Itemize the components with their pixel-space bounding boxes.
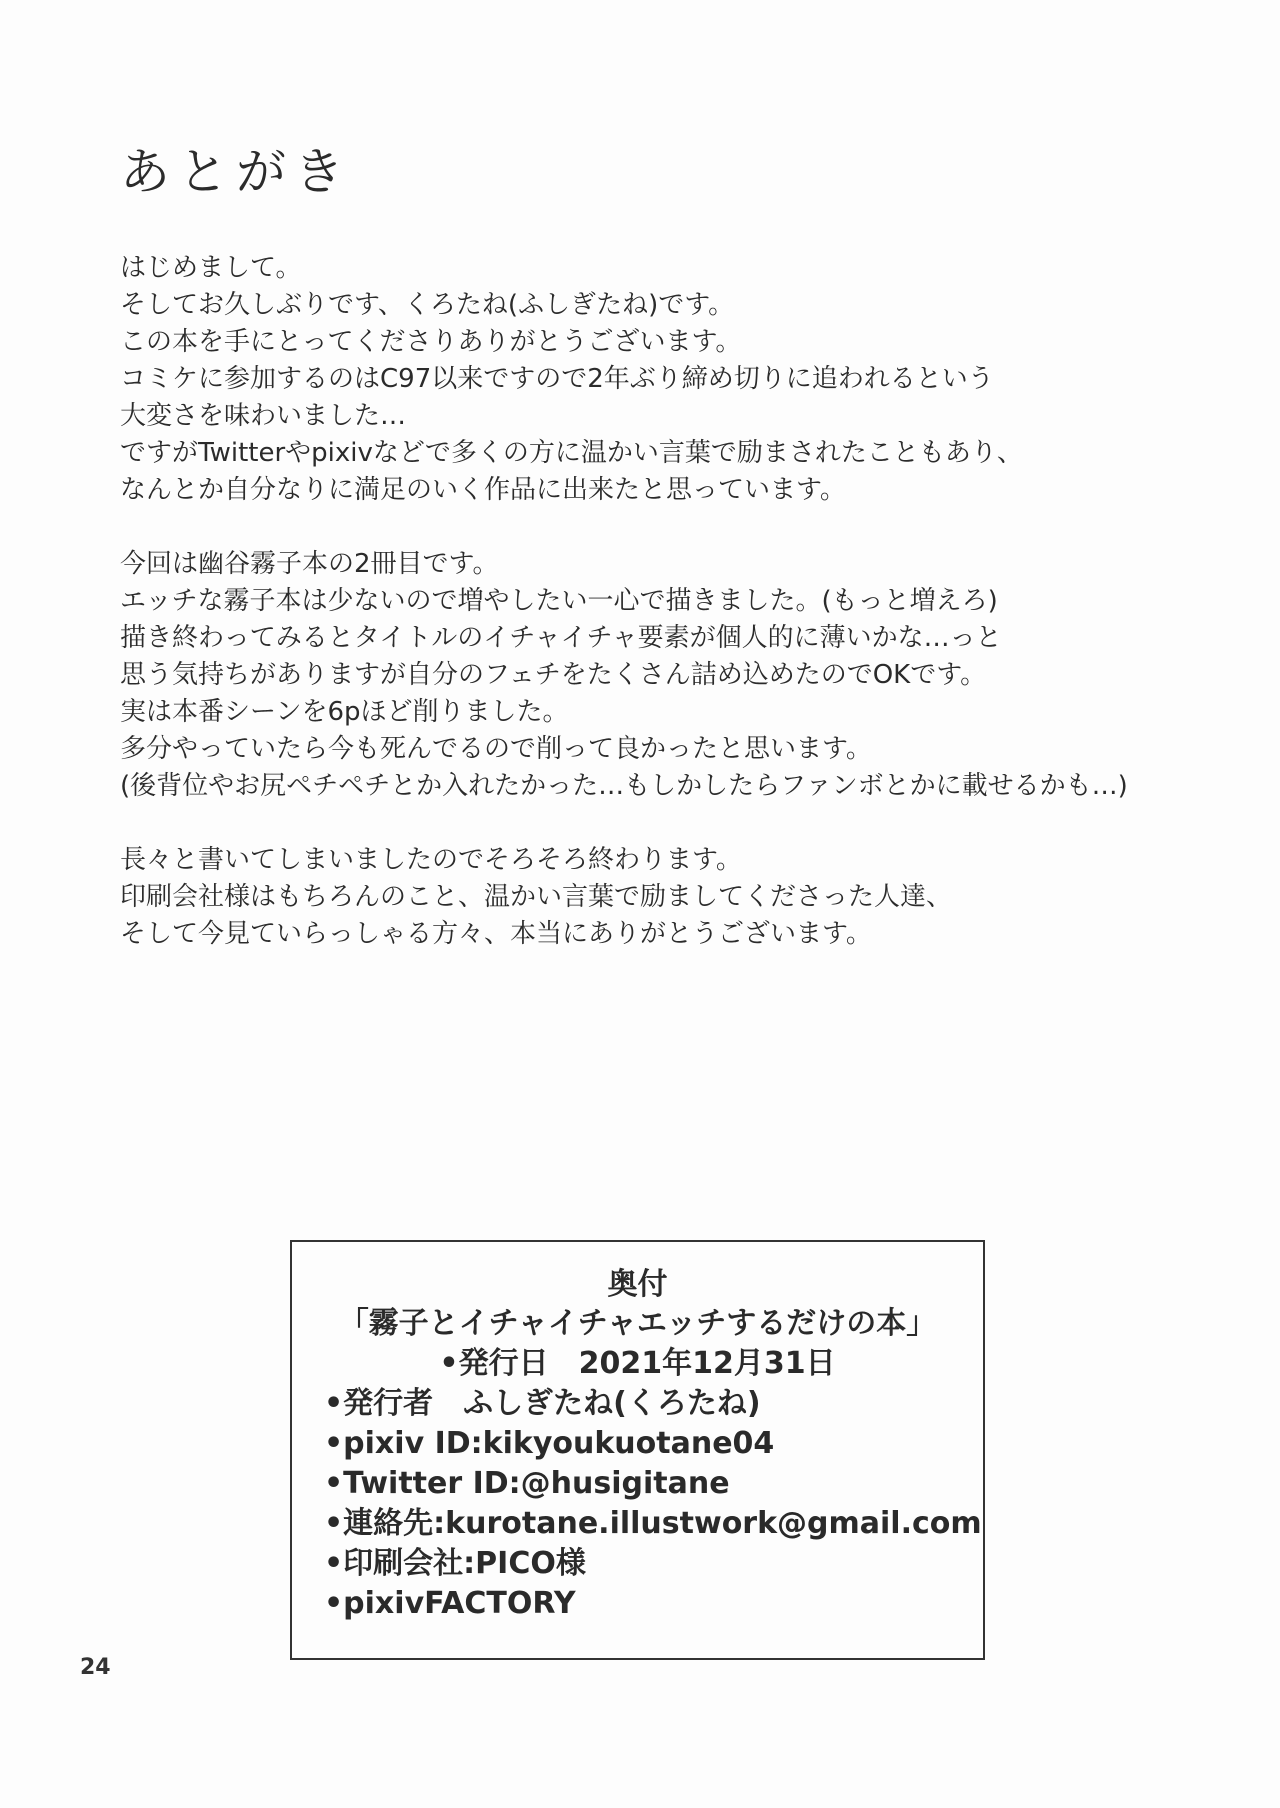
afterword-paragraph-3 (120, 842, 1180, 953)
afterword-line: ですがTwitterやpixivなどで多くの方に温かい言葉で励まされたこともあり、 (120, 438, 1023, 468)
afterword-line: 今回は幽谷霧子本の2冊目です。 (120, 549, 499, 579)
afterword-line: コミケに参加するのはC97以来ですので2年ぶり締め切りに追われるという (120, 364, 994, 394)
afterword-line: 大変さを味わいました… (120, 401, 407, 431)
afterword-line: 思う気持ちがありますが自分のフェチをたくさん詰め込めたのでOKです。 (120, 660, 987, 690)
afterword-line: 多分やっていたら今も死んでるので削って良かったと思います。 (120, 734, 872, 764)
afterword-line: 印刷会社様はもちろんのこと、温かい言葉で励ましてくださった人達、 (120, 882, 953, 912)
afterword-line: この本を手にとってくださりありがとうございます。 (120, 327, 742, 357)
colophon-printer: •印刷会社:PICO様 (324, 1546, 586, 1581)
colophon-heading: 奥付 (607, 1267, 668, 1302)
afterword-line: なんとか自分なりに満足のいく作品に出来たと思っています。 (120, 475, 846, 505)
colophon-box (290, 1240, 985, 1660)
afterword-line: そしてお久しぶりです、くろたね(ふしぎたね)です。 (120, 290, 735, 320)
afterword-line: 長々と書いてしまいましたのでそろそろ終わります。 (120, 845, 742, 875)
colophon-printer-2: •pixivFACTORY (324, 1586, 576, 1621)
afterword-paragraph-2 (120, 546, 1180, 805)
afterword-line: エッチな霧子本は少ないので増やしたい一心で描きました。(もっと増えろ) (120, 586, 998, 616)
colophon-contact: •連絡先:kurotane.illustwork@gmail.com (324, 1506, 982, 1541)
colophon-publisher: •発行者 ふしぎたね(くろたね) (324, 1386, 761, 1421)
afterword-paragraph-1 (120, 250, 1180, 509)
colophon-book-title: 「霧子とイチャイチャエッチするだけの本」 (338, 1306, 937, 1341)
page-number: 24 (80, 1655, 111, 1680)
colophon-twitter-id: •Twitter ID:@husigitane (324, 1466, 730, 1501)
afterword-line: 描き終わってみるとタイトルのイチャイチャ要素が個人的に薄いかな…っと (120, 623, 1002, 653)
afterword-line: (後背位やお尻ペチペチとか入れたかった…もしかしたらファンボとかに載せるかも…) (120, 771, 1128, 801)
afterword-line: そして今見ていらっしゃる方々、本当にありがとうございます。 (120, 919, 872, 949)
afterword-line: 実は本番シーンを6pほど削りました。 (120, 697, 569, 727)
afterword-body (120, 250, 1180, 990)
afterword-title: あとがき (120, 143, 352, 201)
colophon-publish-date: •発行日 2021年12月31日 (439, 1346, 836, 1381)
colophon-list (292, 1384, 983, 1624)
colophon-pixiv-id: •pixiv ID:kikyoukuotane04 (324, 1426, 775, 1461)
afterword-line: はじめまして。 (120, 253, 302, 283)
